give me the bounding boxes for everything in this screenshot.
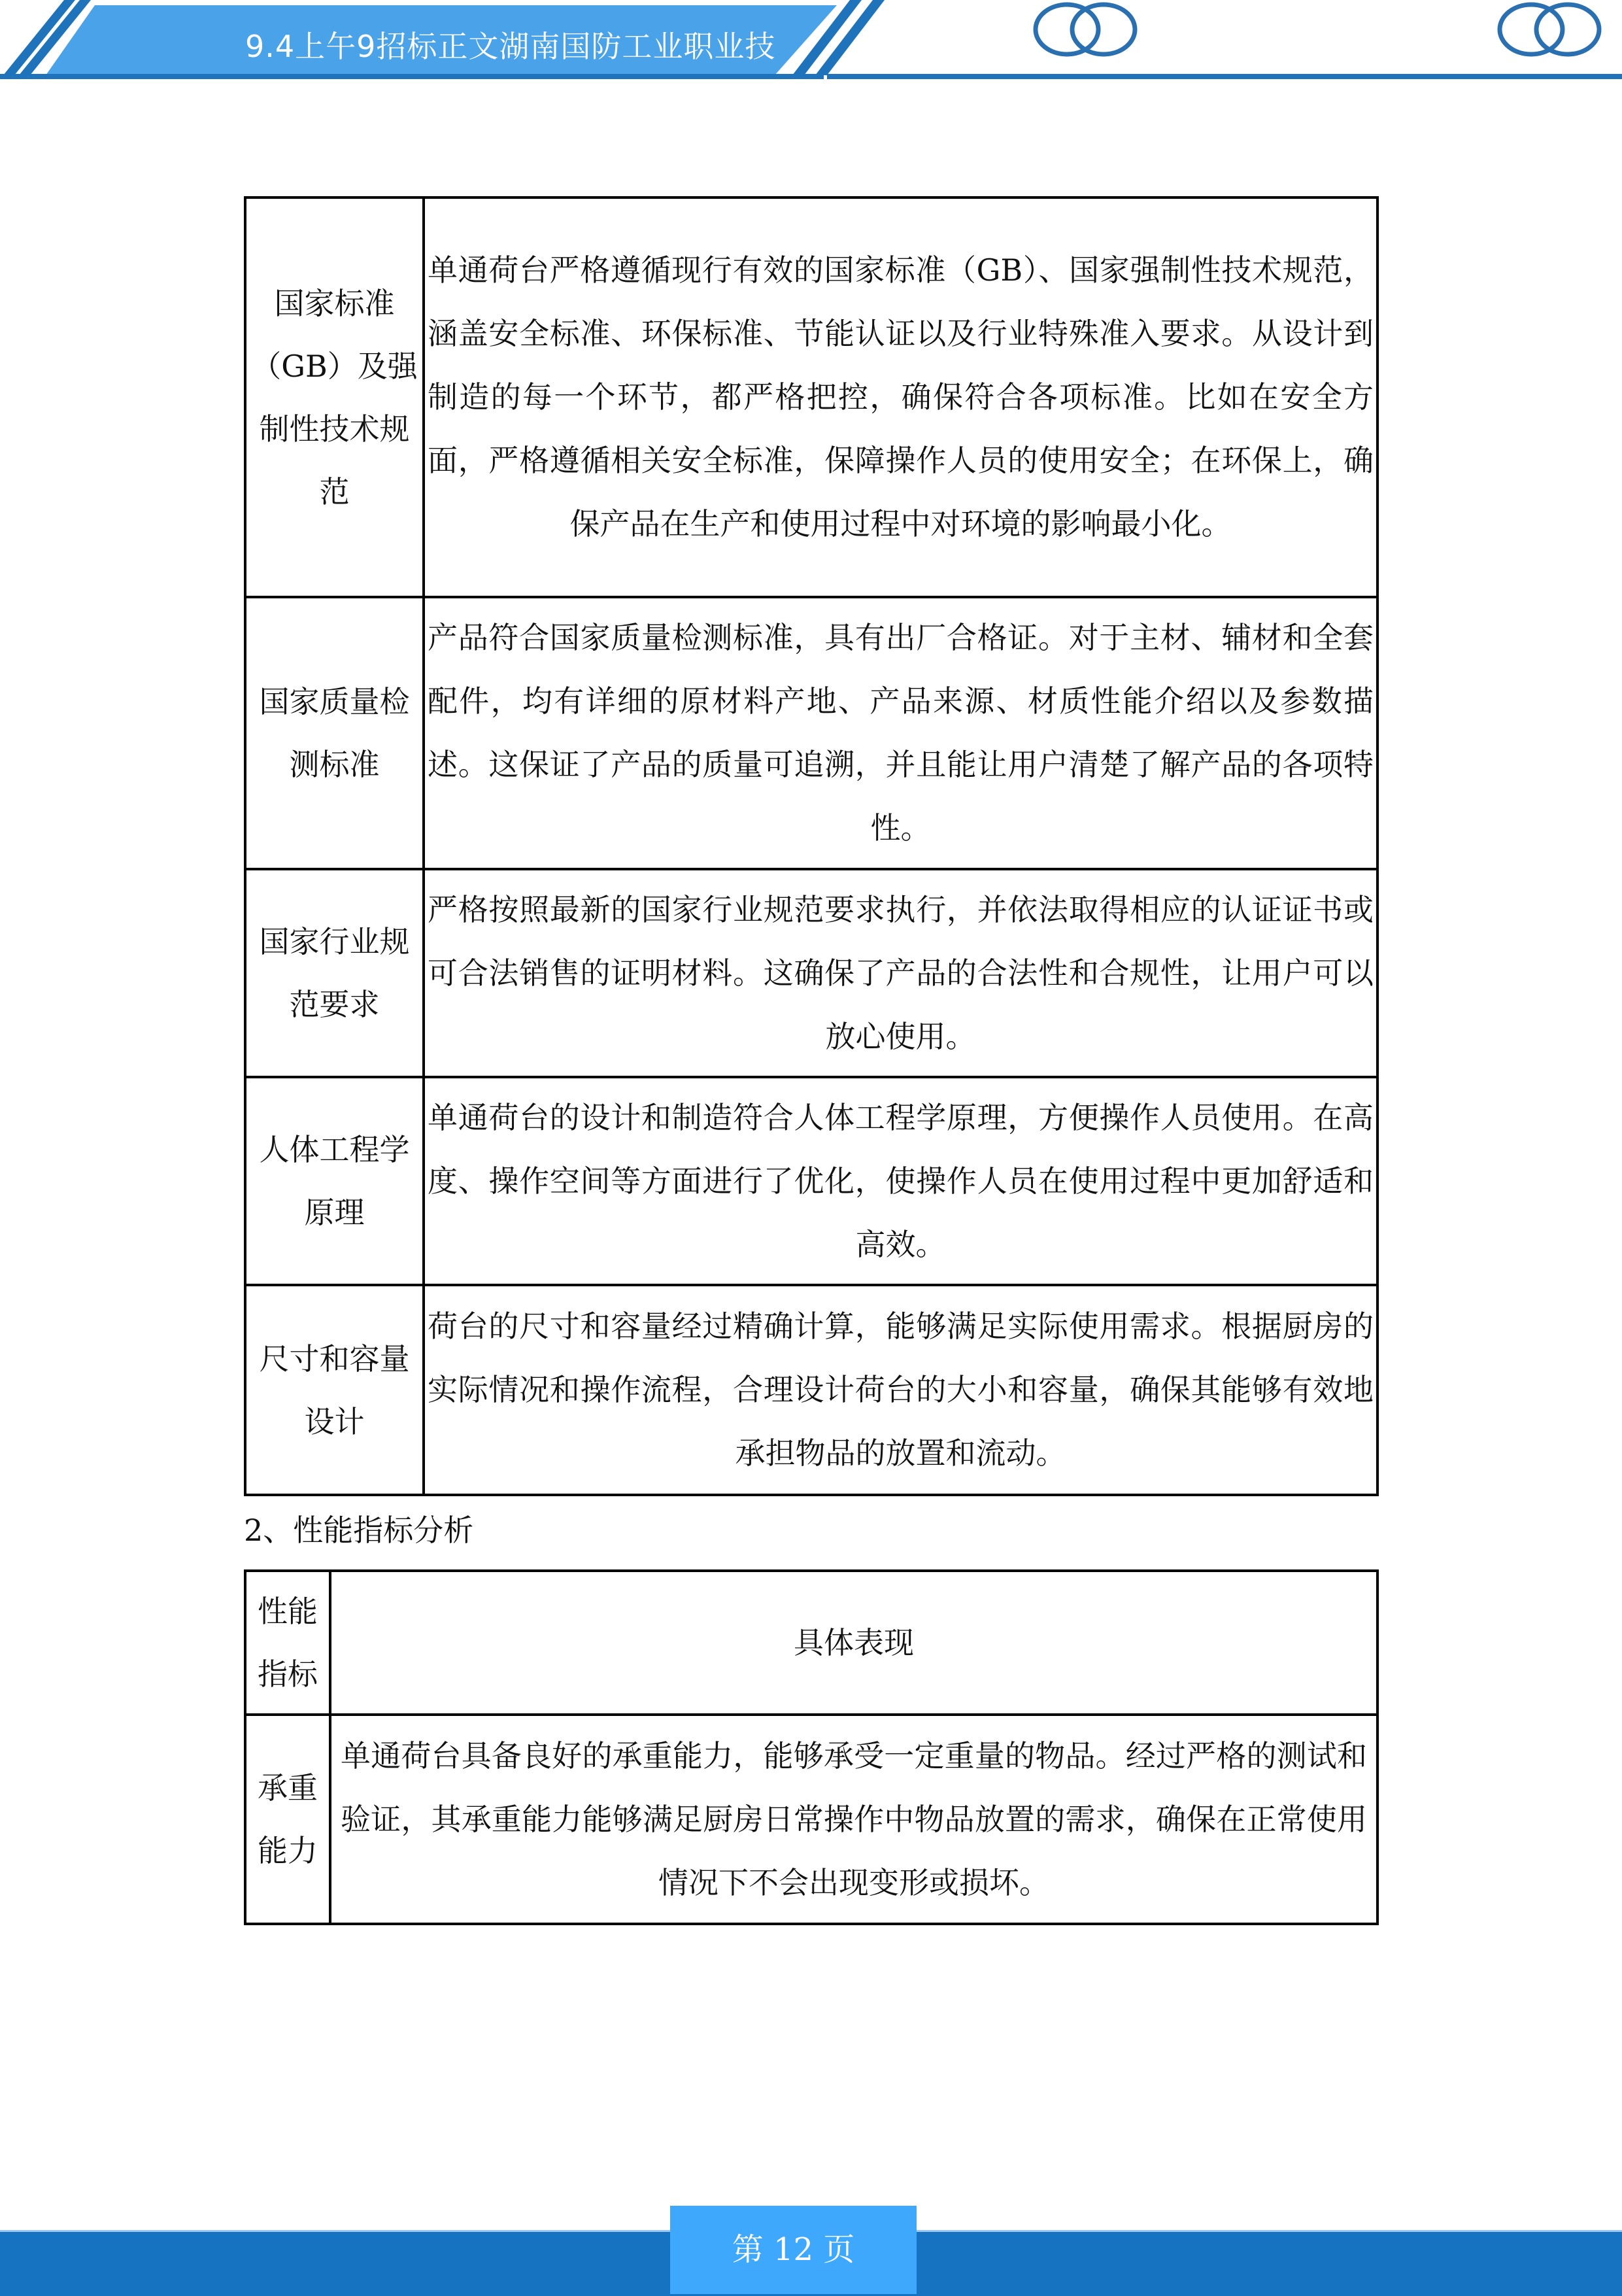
page-number: 第 12 页 xyxy=(670,2206,917,2294)
row-label: 人体工程学原理 xyxy=(245,1077,424,1285)
table-row xyxy=(245,1285,1377,1495)
row-content: 单通荷台的设计和制造符合人体工程学原理，方便操作人员使用。在高度、操作空间等方面进行了优化，使操作人员在使用过程中更加舒适和高效。 xyxy=(428,1099,1374,1262)
double-ring-logo-icon xyxy=(1026,0,1144,59)
table-row xyxy=(245,1715,1377,1924)
row-content: 单通荷台严格遵循现行有效的国家标准（GB）、国家强制性技术规范，涵盖安全标准、环保标准、节能认证以及行业特殊准入要求。从设计到制造的每一个环节，都严格把控，确保符合各项标准。比如在安全方面，严格遵循相关安全标准，保障操作人员的使用安全；在环保上，确保产品在生产和使用过程中对环境的影响最小化。 xyxy=(428,252,1374,541)
header-specific-performance: 具体表现 xyxy=(330,1571,1377,1715)
row-label: 国家质量检测标准 xyxy=(245,597,424,869)
section-heading: 2、性能指标分析 xyxy=(244,1513,474,1548)
standards-table xyxy=(244,196,1379,1496)
table-row xyxy=(245,1077,1377,1285)
row-content: 单通荷台具备良好的承重能力，能够承受一定重量的物品。经过严格的测试和验证，其承重能力能够满足厨房日常操作中物品放置的需求，确保在正常使用情况下不会出现变形或损坏。 xyxy=(341,1738,1367,1900)
row-label: 国家行业规范要求 xyxy=(245,869,424,1077)
row-label: 承重能力 xyxy=(245,1715,330,1924)
row-content: 荷台的尺寸和容量经过精确计算，能够满足实际使用需求。根据厨房的实际情况和操作流程，合理设计荷台的大小和容量，确保其能够有效地承担物品的放置和流动。 xyxy=(428,1309,1374,1471)
header-performance-indicator: 性能指标 xyxy=(245,1571,330,1715)
row-label: 尺寸和容量设计 xyxy=(245,1285,424,1495)
row-label: 国家标准（GB）及强制性技术规范 xyxy=(245,197,424,597)
row-content: 产品符合国家质量检测标准，具有出厂合格证。对于主材、辅材和全套配件，均有详细的原材料产地、产品来源、材质性能介绍以及参数描述。这保证了产品的质量可追溯，并且能让用户清楚了解产品的各项特性。 xyxy=(428,620,1374,846)
table-row xyxy=(245,197,1377,597)
table-header-row xyxy=(245,1571,1377,1715)
performance-table xyxy=(244,1569,1379,1925)
double-ring-logo-icon xyxy=(1491,0,1608,59)
document-title: 9.4上午9招标正文湖南国防工业职业技 xyxy=(245,29,776,64)
row-content: 严格按照最新的国家行业规范要求执行，并依法取得相应的认证证书或可合法销售的证明材料。这确保了产品的合法性和合规性，让用户可以放心使用。 xyxy=(428,891,1374,1054)
table-row xyxy=(245,869,1377,1077)
page-header xyxy=(0,0,1622,82)
table-row xyxy=(245,597,1377,869)
